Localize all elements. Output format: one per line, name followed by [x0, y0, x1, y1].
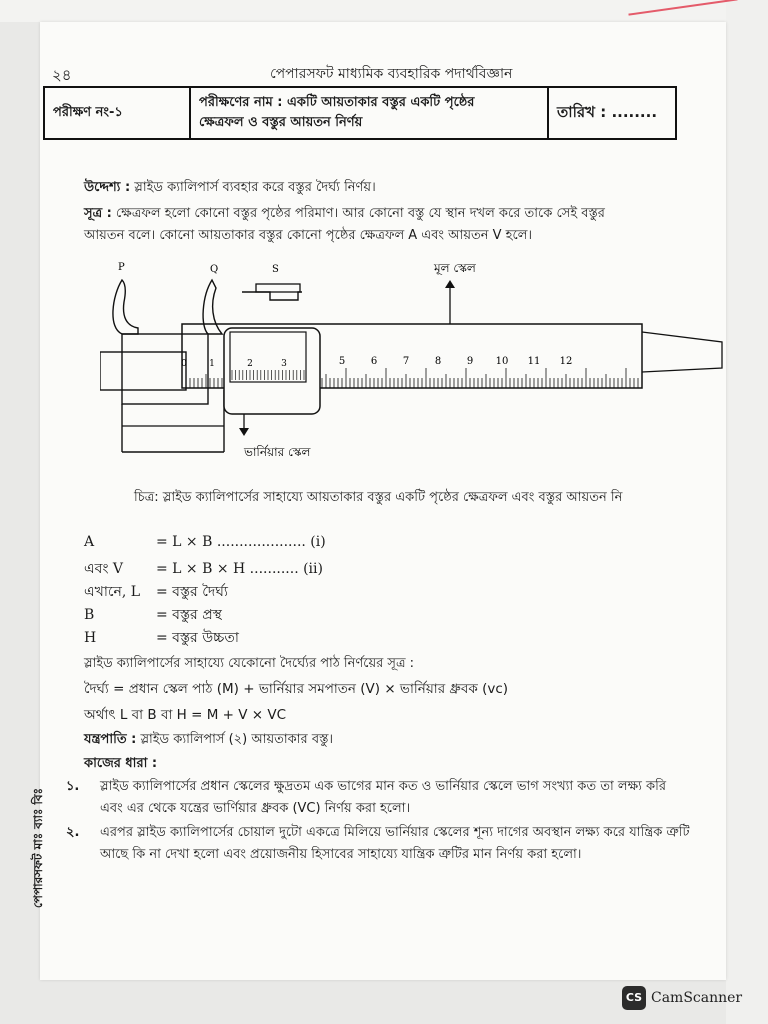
equation-right: = L × B .................... (i)	[156, 534, 326, 550]
main-scale-label: মূল স্কেল	[434, 261, 476, 275]
equation-row	[84, 580, 228, 604]
vernier-number: 2	[247, 359, 253, 369]
procedure-step-1: ১. স্লাইড ক্যালিপার্সের প্রধান স্কেলের ক্ষুদ্রতম এক ভাগের মান কত ও ভার্নিয়ার স্কেলে ভাগ সংখ্যা কত তা লক্ষ্য করি এবং এর থেকে যন্ত্রের ভার্ণিয়ার ধ্রুবক (VC) নির্ণয় করা হলো।	[66, 779, 667, 816]
equation-row	[84, 603, 222, 627]
formula-intro-line1	[84, 204, 605, 225]
equation-left: A	[84, 534, 95, 550]
running-head: পেপারসফট মাধ্যমিক ব্যবহারিক পদার্থবিজ্ঞান	[270, 66, 513, 82]
apparatus-text: স্লাইড ক্যালিপার্স (২) আয়তাকার বস্তু।	[140, 732, 334, 747]
equation-row	[84, 557, 323, 581]
experiment-date: তারিখ : ........	[548, 87, 676, 139]
screw-base	[242, 292, 302, 300]
outer-jaw-fixed	[113, 280, 138, 334]
objective	[84, 178, 376, 199]
vernier-scale-ticks	[232, 370, 304, 380]
label-p: P	[118, 262, 125, 273]
vernier-number: 3	[281, 359, 287, 369]
objective-label: উদ্দেশ্য :	[84, 180, 131, 195]
main-scale-number: 12	[559, 356, 573, 367]
procedure-title: কাজের ধারা :	[84, 756, 158, 771]
equation-left: B	[84, 607, 95, 623]
experiment-number: পরীক্ষণ নং-১	[44, 87, 190, 139]
reading-formula-line2: অর্থাৎ L বা B বা H = M + V × VC	[84, 707, 287, 723]
equation-right: = L × B × H ........... (ii)	[156, 561, 323, 577]
scan-border-right	[726, 0, 768, 1024]
slide-calipers-diagram	[100, 256, 730, 468]
procedure-step-2: ২. এরপর স্লাইড ক্যালিপার্সের চোয়াল দুটো একত্রে মিলিয়ে ভার্নিয়ার স্কেলের শূন্য দাগের অবস্থান লক্ষ্য করে যান্ত্রিক ত্রুটি আছে কি না দেখা হলো এবং প্রয়োজনীয় হিসাবের সাহায্যে যান্ত্রিক ত্রুটির মান নির্ণয় করা হলো।	[66, 825, 690, 862]
apparatus-label: যন্ত্রপাতি :	[84, 732, 137, 747]
experiment-header-table	[43, 86, 677, 140]
formula-label: সূত্র :	[84, 206, 112, 221]
objective-text: স্লাইড ক্যালিপার্স ব্যবহার করে বস্তুর দৈর্ঘ্য নির্ণয়।	[134, 180, 376, 195]
experiment-name-line2: ক্ষেত্রফল ও বস্তুর আয়তন নির্ণয়	[199, 115, 363, 130]
formula-intro-line2: আয়তন বলে। কোনো আয়তাকার বস্তুর কোনো পৃষ্ঠের ক্ষেত্রফল A এবং আয়তন V হলে।	[84, 228, 533, 243]
main-scale-numbers	[339, 356, 573, 367]
side-vertical-text: পেপারসফট মাঃ ব্যাঃ বিঃ	[31, 787, 45, 909]
fixed-jaw-frame	[122, 334, 208, 404]
camscanner-watermark: CamScanner	[651, 990, 743, 1006]
main-scale-number: 8	[434, 356, 442, 367]
vernier-number: 1	[209, 359, 215, 369]
equation-right: = বস্তুর উচ্চতা	[156, 630, 239, 646]
equation-left: এবং V	[84, 561, 124, 577]
main-scale-number: 7	[402, 356, 410, 367]
vernier-scale-label: ভার্নিয়ার স্কেল	[244, 445, 311, 459]
equation-right: = বস্তুর দৈর্ঘ্য	[156, 584, 228, 600]
vernier-number: 0	[181, 359, 187, 369]
figure-caption: চিত্র: স্লাইড ক্যালিপার্সের সাহায্যে আয়তাকার বস্তুর একটি পৃষ্ঠের ক্ষেত্রফল এবং বস্তুর আয়তন নি	[134, 490, 623, 505]
page-number: ২৪	[52, 66, 72, 84]
main-scale-number: 10	[495, 356, 509, 367]
outer-jaw-sliding	[203, 280, 222, 334]
reading-formula-intro: স্লাইড ক্যালিপার্সের সাহায্যে যেকোনো দৈর্ঘ্যের পাঠ নির্ণয়ের সূত্র :	[84, 656, 415, 671]
experiment-name	[190, 87, 548, 139]
equation-row	[84, 534, 326, 550]
vernier-arrowhead	[239, 428, 249, 436]
screw-s	[256, 284, 300, 292]
label-q: Q	[210, 264, 219, 275]
equation-left: H	[84, 630, 97, 646]
main-scale-number: 11	[527, 356, 541, 367]
camscanner-logo-icon: CS	[622, 986, 646, 1010]
main-scale-number: 9	[466, 356, 474, 367]
main-scale-number: 5	[338, 356, 346, 367]
reading-formula-line1: দৈর্ঘ্য = প্রধান স্কেল পাঠ (M) + ভার্নিয়ার সমপাতন (V) × ভার্নিয়ার ধ্রুবক (vc)	[84, 681, 509, 697]
equation-row	[84, 626, 239, 650]
label-s: S	[272, 264, 279, 275]
main-scale-number: 6	[370, 356, 378, 367]
procedure-steps	[52, 776, 692, 868]
experiment-name-line1: পরীক্ষণের নাম : একটি আয়তাকার বস্তুর একটি পৃষ্ঠের	[199, 95, 475, 110]
fixed-jaw-body	[100, 352, 186, 390]
equation-right: = বস্তুর প্রস্থ	[156, 607, 222, 623]
depth-rod	[642, 332, 722, 372]
equation-left: এখানে, L	[84, 584, 141, 600]
formula-text-line1: ক্ষেত্রফল হলো কোনো বস্তুর পৃষ্ঠের পরিমাণ। আর কোনো বস্তু যে স্থান দখল করে তাকে সেই বস্তুর	[116, 206, 605, 221]
apparatus	[84, 730, 333, 751]
main-scale-arrowhead	[445, 280, 455, 288]
